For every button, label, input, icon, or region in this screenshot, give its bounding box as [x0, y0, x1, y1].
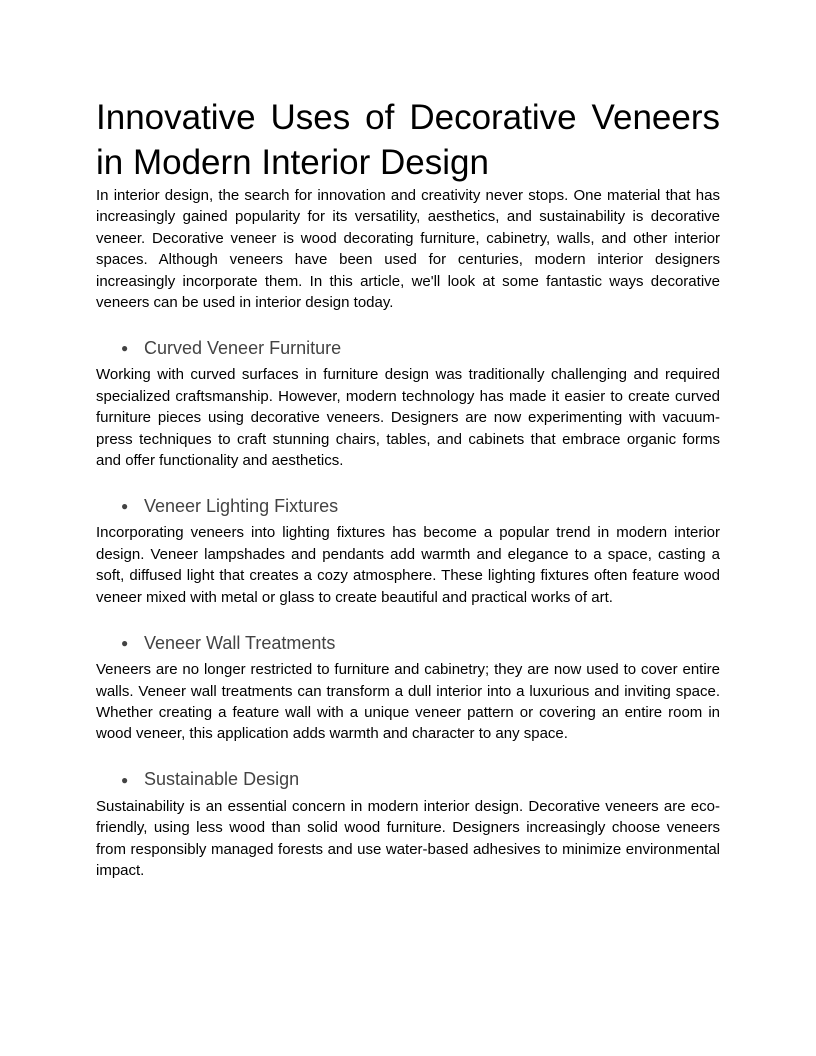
section-body: Sustainability is an essential concern in modern interior design. Decorative veneers are eco-friendly, using less wood than solid wood furniture. Designers increasingly choose veneers from responsibly managed forests and use water-based adhesives to minimize environmental impact. [96, 797, 720, 879]
section-veneer-lighting-fixtures [96, 493, 720, 608]
section-heading [96, 630, 720, 656]
section-sustainable-design [96, 767, 720, 882]
section-heading-text: Sustainable Design [144, 769, 300, 790]
bullet-icon: ● [121, 772, 129, 787]
section-curved-veneer-furniture [96, 335, 720, 471]
section-heading-text: Veneer Wall Treatments [144, 632, 336, 653]
page-title: Innovative Uses of Decorative Veneers in Modern Interior Design [96, 98, 720, 182]
bullet-icon: ● [121, 341, 129, 356]
bullet-icon: ● [121, 499, 129, 514]
section-heading [96, 335, 720, 361]
bullet-icon: ● [121, 636, 129, 651]
section-heading [96, 493, 720, 519]
section-body: Incorporating veneers into lighting fixtures has become a popular trend in modern interior design. Veneer lampshades and pendants add warmth and elegance to a space, casting a soft, diffused light that creates a cozy atmosphere. These lighting fixtures often feature wood veneer mixed with metal or glass to create beautiful and practical works of art. [96, 524, 720, 606]
section-body: Veneers are no longer restricted to furniture and cabinetry; they are now used to cover entire walls. Veneer wall treatments can transform a dull interior into a luxurious and inviting space. Whether creating a feature wall with a unique veneer pattern or covering an entire room in wood veneer, this application adds warmth and character to any space. [96, 661, 720, 743]
intro-paragraph: In interior design, the search for innovation and creativity never stops. One material that has increasingly gained popularity for its versatility, aesthetics, and sustainability is decorative veneer. Decorative veneer is wood decorating furniture, cabinetry, walls, and other interior spaces. Although veneers have been used for centuries, modern interior designers increasingly incorporate them. In this article, we'll look at some fantastic ways decorative veneers can be used in interior design today. [96, 187, 720, 312]
section-heading-text: Curved Veneer Furniture [144, 337, 342, 358]
section-heading-text: Veneer Lighting Fixtures [144, 495, 339, 516]
section-veneer-wall-treatments [96, 630, 720, 745]
section-heading [96, 767, 720, 793]
section-body: Working with curved surfaces in furniture design was traditionally challenging and required specialized craftsmanship. However, modern technology has made it easier to create curved furniture pieces using decorative veneers. Designers are now experimenting with vacuum-press techniques to craft stunning chairs, tables, and cabinets that embrace organic forms and offer functionality and aesthetics. [96, 366, 720, 470]
